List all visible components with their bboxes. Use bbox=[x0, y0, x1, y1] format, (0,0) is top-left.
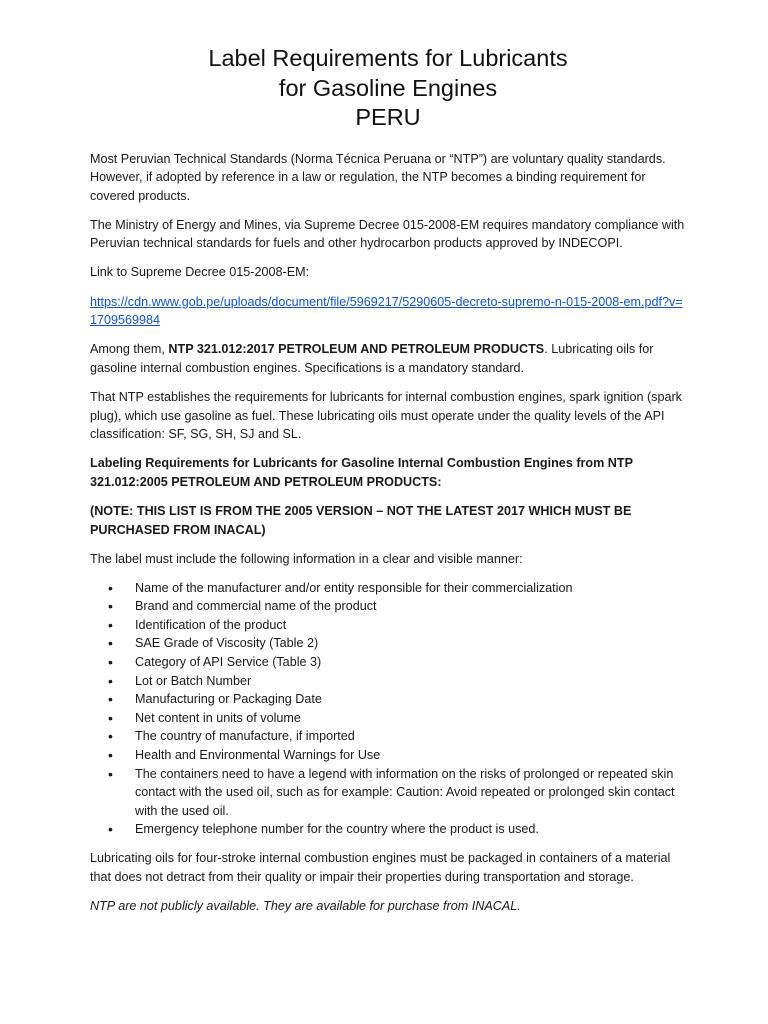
requirements-list bbox=[90, 579, 686, 839]
list-item: • Health and Environmental Warnings for Use bbox=[135, 746, 686, 765]
ministry-paragraph: The Ministry of Energy and Mines, via Supreme Decree 015-2008-EM requires mandatory compliance with Peruvian technical standards for fuels and other hydrocarbon products approved by INDECOPI. bbox=[90, 217, 685, 251]
document-page bbox=[90, 44, 686, 926]
document-title bbox=[90, 44, 686, 133]
list-item: • The containers need to have a legend with information on the risks of prolonged or repeated skin contact with the used oil, such as for example: Caution: Avoid repeated or prolonged skin contact with the used oil. bbox=[135, 765, 686, 821]
ntp-standard-name: NTP 321.012:2017 PETROLEUM AND PETROLEUM PRODUCTS bbox=[168, 342, 545, 357]
labeling-heading: Labeling Requirements for Lubricants for Gasoline Internal Combustion Engines from NTP 321.012:2005 PETROLEUM AND PETROLEUM PRODUCTS: bbox=[90, 456, 633, 489]
link-label: Link to Supreme Decree 015-2008-EM: bbox=[90, 265, 310, 280]
list-item: • Net content in units of volume bbox=[135, 709, 686, 728]
four-stroke-paragraph: Lubricating oils for four-stroke internal combustion engines must be packaged in containers of a material that does not detract from their quality or impair their properties during transportation and storage. bbox=[90, 851, 671, 884]
intro-paragraph: Most Peruvian Technical Standards (Norma Técnica Peruana or “NTP”) are voluntary quality standards. However, if adopted by reference in a law or regulation, the NTP becomes a binding requirement for covered products. bbox=[90, 151, 666, 203]
list-item: • The country of manufacture, if imported bbox=[135, 727, 686, 746]
title-line-3: PERU bbox=[355, 104, 421, 130]
list-item: • Brand and commercial name of the product bbox=[135, 597, 686, 616]
ntp-establishes-paragraph: That NTP establishes the requirements for lubricants for internal combustion engines, spark ignition (spark plug), which use gasoline as fuel. These lubricating oils must operate under the quality levels of the API classification: SF, SG, SH, SJ and SL. bbox=[90, 389, 682, 442]
among-prefix: Among them, bbox=[90, 342, 169, 357]
availability-note: NTP are not publicly available. They are available for purchase from INACAL. bbox=[90, 898, 521, 913]
list-item: • Name of the manufacturer and/or entity responsible for their commercialization bbox=[135, 579, 686, 598]
supreme-decree-link[interactable]: https://cdn.www.gob.pe/uploads/document/file/5969217/5290605-decreto-supremo-n-015-2008-em.pdf?v=1709569984 bbox=[90, 294, 683, 328]
list-item: • Lot or Batch Number bbox=[135, 672, 686, 691]
list-item: • Identification of the product bbox=[135, 616, 686, 635]
list-item: • Manufacturing or Packaging Date bbox=[135, 690, 686, 709]
among-paragraph bbox=[90, 340, 686, 377]
title-line-2: for Gasoline Engines bbox=[278, 74, 498, 101]
note-paragraph: (NOTE: THIS LIST IS FROM THE 2005 VERSION – NOT THE LATEST 2017 WHICH MUST BE PURCHASED FROM INACAL) bbox=[90, 503, 632, 537]
among-suffix: . Lubricating oils for gasoline internal combustion engines. Specifications is a mandatory standard. bbox=[90, 342, 654, 375]
list-item: • Emergency telephone number for the country where the product is used. bbox=[135, 820, 686, 839]
title-line-1: Label Requirements for Lubricants bbox=[208, 45, 568, 71]
list-item: • SAE Grade of Viscosity (Table 2) bbox=[135, 634, 686, 653]
label-must-paragraph: The label must include the following information in a clear and visible manner: bbox=[90, 551, 523, 566]
link-paragraph bbox=[90, 293, 686, 330]
list-item: • Category of API Service (Table 3) bbox=[135, 653, 686, 672]
